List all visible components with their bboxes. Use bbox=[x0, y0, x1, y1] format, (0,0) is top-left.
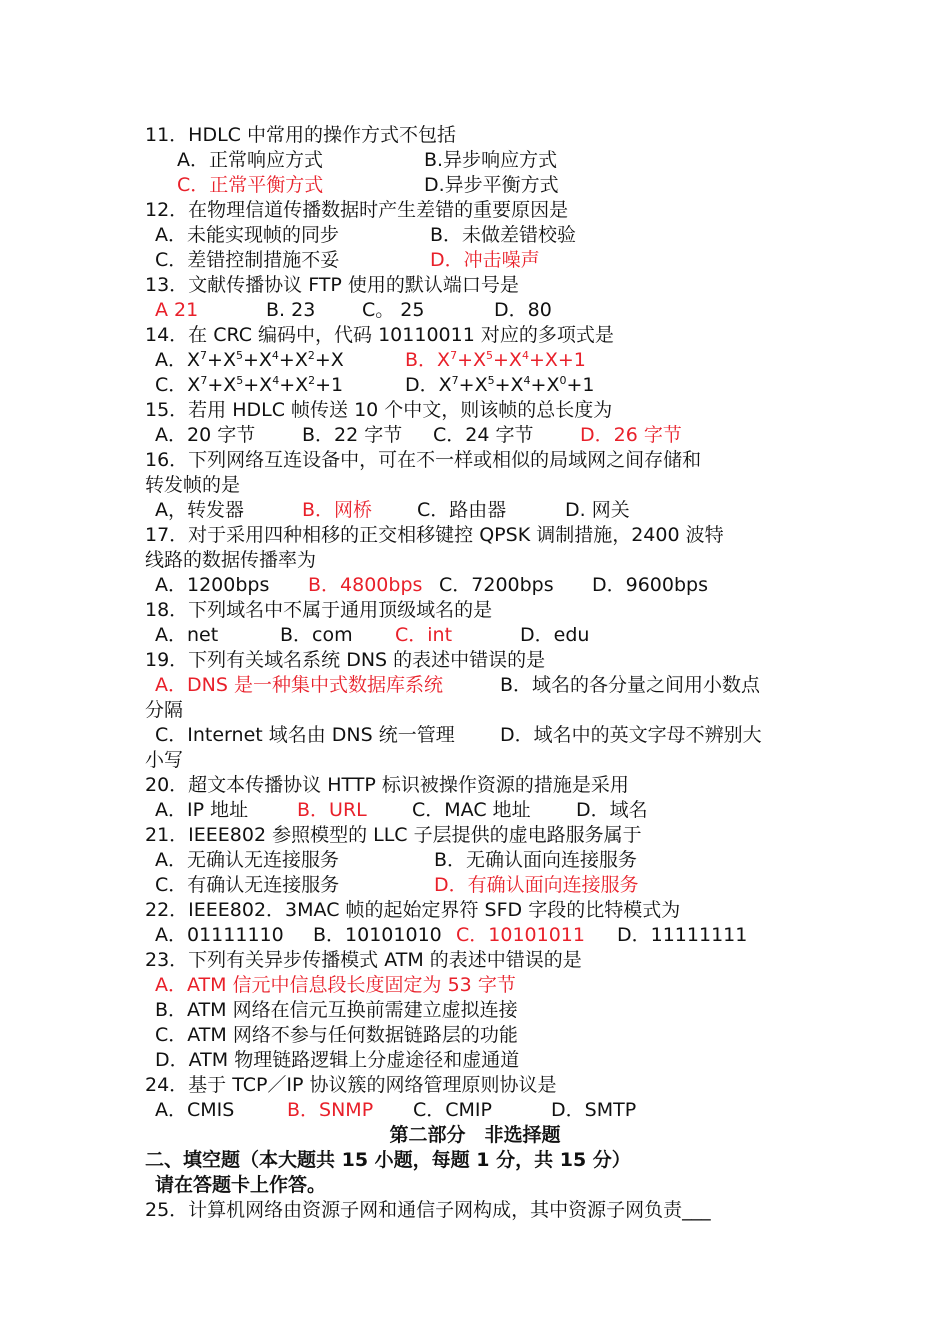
option-a: A．CMIS bbox=[155, 1099, 235, 1121]
option-b-answer: B．URL bbox=[297, 799, 367, 821]
question-stem: 23．下列有关异步传播模式 ATM 的表述中错误的是 bbox=[145, 949, 582, 971]
option-b-answer: B．$X^7+X^5+X^4+X+1$ bbox=[405, 349, 586, 371]
option-d: D.异步平衡方式 bbox=[424, 174, 559, 196]
question-stem: 12．在物理信道传播数据时产生差错的重要原因是 bbox=[145, 199, 569, 221]
section-title bbox=[0, 1123, 950, 1148]
option-c-answer: C．10101011 bbox=[456, 924, 585, 946]
question-stem: 13．文献传播协议 FTP 使用的默认端口号是 bbox=[145, 274, 519, 296]
question-stem-line-1: 16．下列网络互连设备中，可在不一样或相似的局域网之间存储和 bbox=[145, 449, 702, 471]
option-a: A．正常响应方式 bbox=[177, 149, 323, 171]
option-c: C．路由器 bbox=[417, 499, 507, 521]
option-a: A．$X^7+X^5+X^4+X^2+X$ bbox=[155, 349, 344, 371]
option-d-answer: D．26 字节 bbox=[580, 424, 682, 446]
option-d: D. 网关 bbox=[565, 499, 630, 521]
option-d: D．$X^7+X^5+X^4+X^0+1$ bbox=[405, 374, 595, 396]
option-b: B. 23 bbox=[266, 299, 316, 321]
option-d-answer: D．冲击噪声 bbox=[430, 249, 540, 271]
option-a: A．20 字节 bbox=[155, 424, 256, 446]
question-stem: 18．下列域名中不属于通用顶级域名的是 bbox=[145, 599, 493, 621]
question-stem-line-1: 17．对于采用四种相移的正交相移键控 QPSK 调制措施，2400 波特 bbox=[145, 524, 724, 546]
option-d: D．ATM 物理链路逻辑上分虚途径和虚通道 bbox=[155, 1049, 520, 1071]
option-a: A．1200bps bbox=[155, 574, 270, 596]
option-b-wrap: 分隔 bbox=[145, 699, 184, 721]
option-a-answer: A 21 bbox=[155, 299, 199, 321]
question-stem: 11．HDLC 中常用的操作方式不包括 bbox=[145, 124, 456, 146]
option-d: D．域名中的英文字母不辨别大 bbox=[500, 724, 762, 746]
option-b: B．ATM 网络在信元互换前需建立虚拟连接 bbox=[155, 999, 518, 1021]
question-stem-line-2: 转发帧的是 bbox=[145, 474, 241, 496]
section-heading-text: 二、填空题（本大题共 15 小题，每题 1 分，共 15 分） bbox=[145, 1149, 631, 1171]
option-d: D．域名 bbox=[576, 799, 648, 821]
option-d: D．11111111 bbox=[617, 924, 748, 946]
section-instruction-text: 请在答题卡上作答。 bbox=[155, 1174, 327, 1196]
option-d: D．80 bbox=[494, 299, 552, 321]
option-b: B．10101010 bbox=[313, 924, 442, 946]
option-a: A．未能实现帧的同步 bbox=[155, 224, 339, 246]
option-b-answer: B．SNMP bbox=[287, 1099, 374, 1121]
option-c: C．有确认无连接服务 bbox=[155, 874, 340, 896]
option-b: B．无确认面向连接服务 bbox=[434, 849, 638, 871]
option-c: C．ATM 网络不参与任何数据链路层的功能 bbox=[155, 1024, 518, 1046]
question-stem: 14．在 CRC 编码中，代码 10110011 对应的多项式是 bbox=[145, 324, 614, 346]
option-b: B．22 字节 bbox=[302, 424, 403, 446]
option-d-wrap: 小写 bbox=[145, 749, 184, 771]
option-b-answer: B．网桥 bbox=[302, 499, 373, 521]
option-c: C．7200bps bbox=[439, 574, 554, 596]
option-b: B.异步响应方式 bbox=[424, 149, 558, 171]
option-a-answer: A．DNS 是一种集中式数据库系统 bbox=[155, 674, 443, 696]
option-b: B．未做差错校验 bbox=[430, 224, 577, 246]
option-c: C．MAC 地址 bbox=[412, 799, 531, 821]
option-label: B． bbox=[405, 349, 438, 371]
option-a: A．无确认无连接服务 bbox=[155, 849, 339, 871]
option-d: D．SMTP bbox=[551, 1099, 637, 1121]
option-a: A．IP 地址 bbox=[155, 799, 249, 821]
question-stem: 21．IEEE802 参照模型的 LLC 子层提供的虚电路服务属于 bbox=[145, 824, 642, 846]
option-c: C．Internet 域名由 DNS 统一管理 bbox=[155, 724, 455, 746]
section-title-text: 第二部分 非选择题 bbox=[389, 1124, 561, 1146]
option-a-answer: A．ATM 信元中信息段长度固定为 53 字节 bbox=[155, 974, 516, 996]
question-stem-line-2: 线路的数据传播率为 bbox=[145, 549, 317, 571]
option-a: A．01111110 bbox=[155, 924, 284, 946]
option-c: C．$X^7+X^5+X^4+X^2+1$ bbox=[155, 374, 344, 396]
option-d: D．edu bbox=[520, 624, 590, 646]
option-b: B．com bbox=[280, 624, 353, 646]
option-c: C．24 字节 bbox=[433, 424, 534, 446]
option-d-answer: D．有确认面向连接服务 bbox=[434, 874, 639, 896]
option-label: C． bbox=[155, 374, 188, 396]
option-c: C。 25 bbox=[362, 299, 425, 321]
option-a: A，转发器 bbox=[155, 499, 244, 521]
question-stem: 20．超文本传播协议 HTTP 标识被操作资源的措施是采用 bbox=[145, 774, 629, 796]
option-c-answer: C．正常平衡方式 bbox=[177, 174, 324, 196]
question-stem: 25．计算机网络由资源子网和通信子网构成，其中资源子网负责___ bbox=[145, 1199, 711, 1221]
question-stem: 24．基于 TCP／IP 协议簇的网络管理原则协议是 bbox=[145, 1074, 557, 1096]
question-stem: 19．下列有关域名系统 DNS 的表述中错误的是 bbox=[145, 649, 546, 671]
question-stem: 15．若用 HDLC 帧传送 10 个中文，则该帧的总长度为 bbox=[145, 399, 613, 421]
option-d: D．9600bps bbox=[592, 574, 709, 596]
option-a: A．net bbox=[155, 624, 219, 646]
option-c: C．差错控制措施不妥 bbox=[155, 249, 340, 271]
option-c: C．CMIP bbox=[413, 1099, 492, 1121]
option-label: D． bbox=[405, 374, 439, 396]
option-b: B．域名的各分量之间用小数点 bbox=[500, 674, 761, 696]
option-b-answer: B．4800bps bbox=[308, 574, 423, 596]
option-c-answer: C．int bbox=[395, 624, 453, 646]
option-label: A． bbox=[155, 349, 187, 371]
question-stem: 22．IEEE802．3MAC 帧的起始定界符 SFD 字段的比特模式为 bbox=[145, 899, 681, 921]
